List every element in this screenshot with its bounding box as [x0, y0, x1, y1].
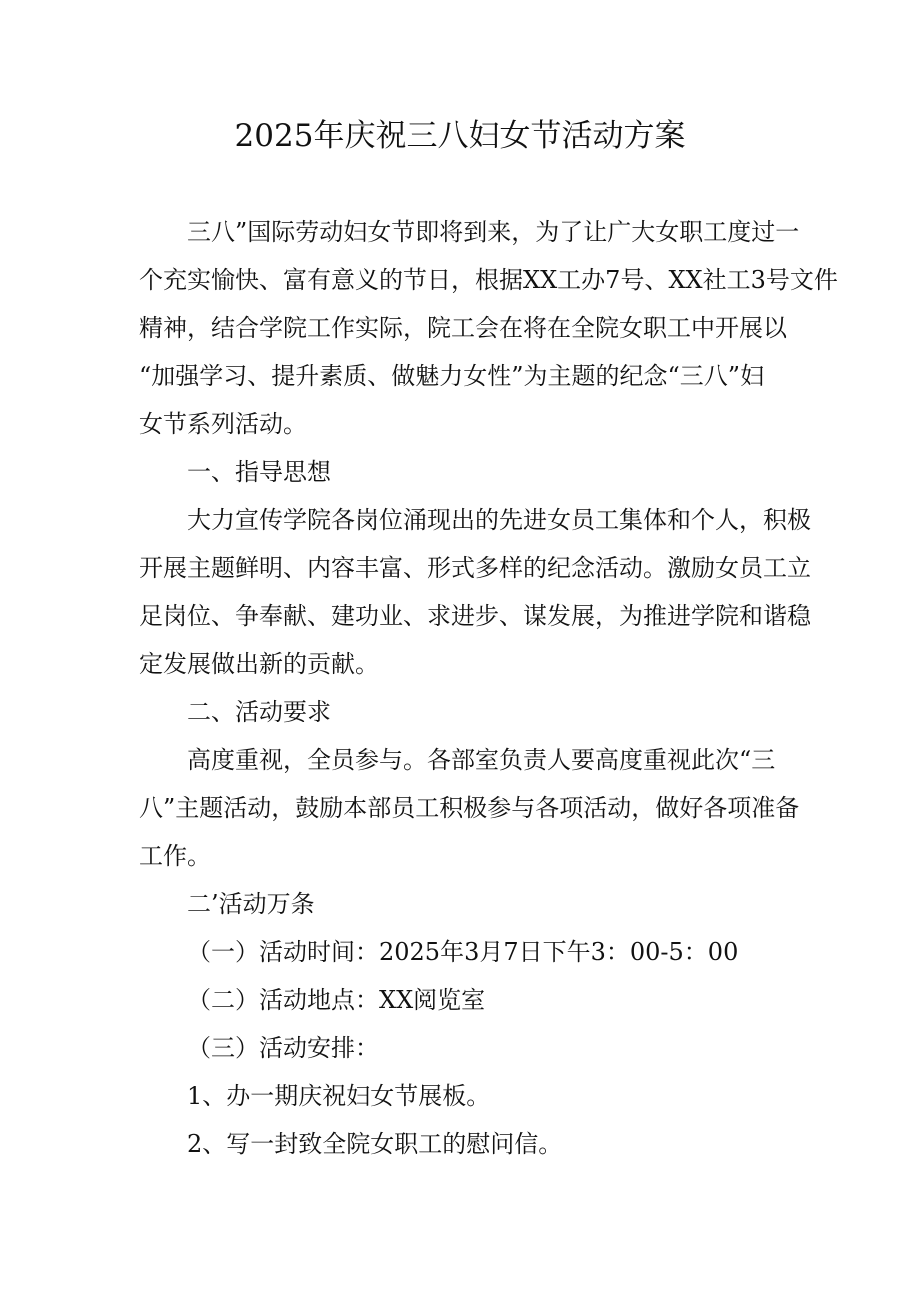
intro-line-3: 精神，结合学院工作实际，院工会在将在全院女职工中开展以	[139, 314, 787, 342]
intro-paragraph	[139, 208, 838, 448]
section-1-line-1: 大力宣传学院各岗位涌现出的先进女员工集体和个人，积极	[187, 506, 811, 534]
section-2-line-2: 八”主题活动，鼓励本部员工积极参与各项活动，做好各项准备	[139, 794, 800, 822]
section-3	[139, 880, 791, 1168]
intro-line-2: 个充实愉快、富有意义的节日，根据XX工办7号、XX社工3号文件	[139, 266, 838, 294]
activity-arrangement-heading: （三）活动安排：	[187, 1034, 379, 1062]
document-body	[139, 208, 838, 1168]
activity-time: （一）活动时间：2025年3月7日下午3：00-5：00	[187, 938, 739, 966]
activity-place: （二）活动地点：XX阅览室	[187, 986, 486, 1014]
section-1-line-2: 开展主题鲜明、内容丰富、形式多样的纪念活动。激励女员工立	[139, 554, 811, 582]
arrangement-item-1: 1、办一期庆祝妇女节展板。	[187, 1082, 491, 1110]
intro-line-1: 三八”国际劳动妇女节即将到来，为了让广大女职工度过一	[187, 218, 800, 246]
section-2	[139, 688, 800, 880]
intro-line-4: “加强学习、提升素质、做魅力女性”为主题的纪念“三八”妇	[139, 362, 765, 390]
section-1-line-4: 定发展做出新的贡献。	[139, 650, 379, 678]
section-3-heading: 二’活动万条	[187, 890, 315, 918]
section-1-line-3: 足岗位、争奉献、建功业、求进步、谋发展，为推进学院和谐稳	[139, 602, 811, 630]
section-2-line-3: 工作。	[139, 842, 211, 870]
section-1	[139, 448, 811, 688]
arrangement-item-2: 2、写一封致全院女职工的慰问信。	[187, 1130, 563, 1158]
section-2-heading: 二、活动要求	[187, 698, 331, 726]
section-1-heading: 一、指导思想	[187, 458, 331, 486]
section-2-line-1: 高度重视，全员参与。各部室负责人要高度重视此次“三	[187, 746, 776, 774]
intro-line-5: 女节系列活动。	[139, 410, 307, 438]
document-title: 2025年庆祝三八妇女节活动方案	[234, 118, 686, 154]
